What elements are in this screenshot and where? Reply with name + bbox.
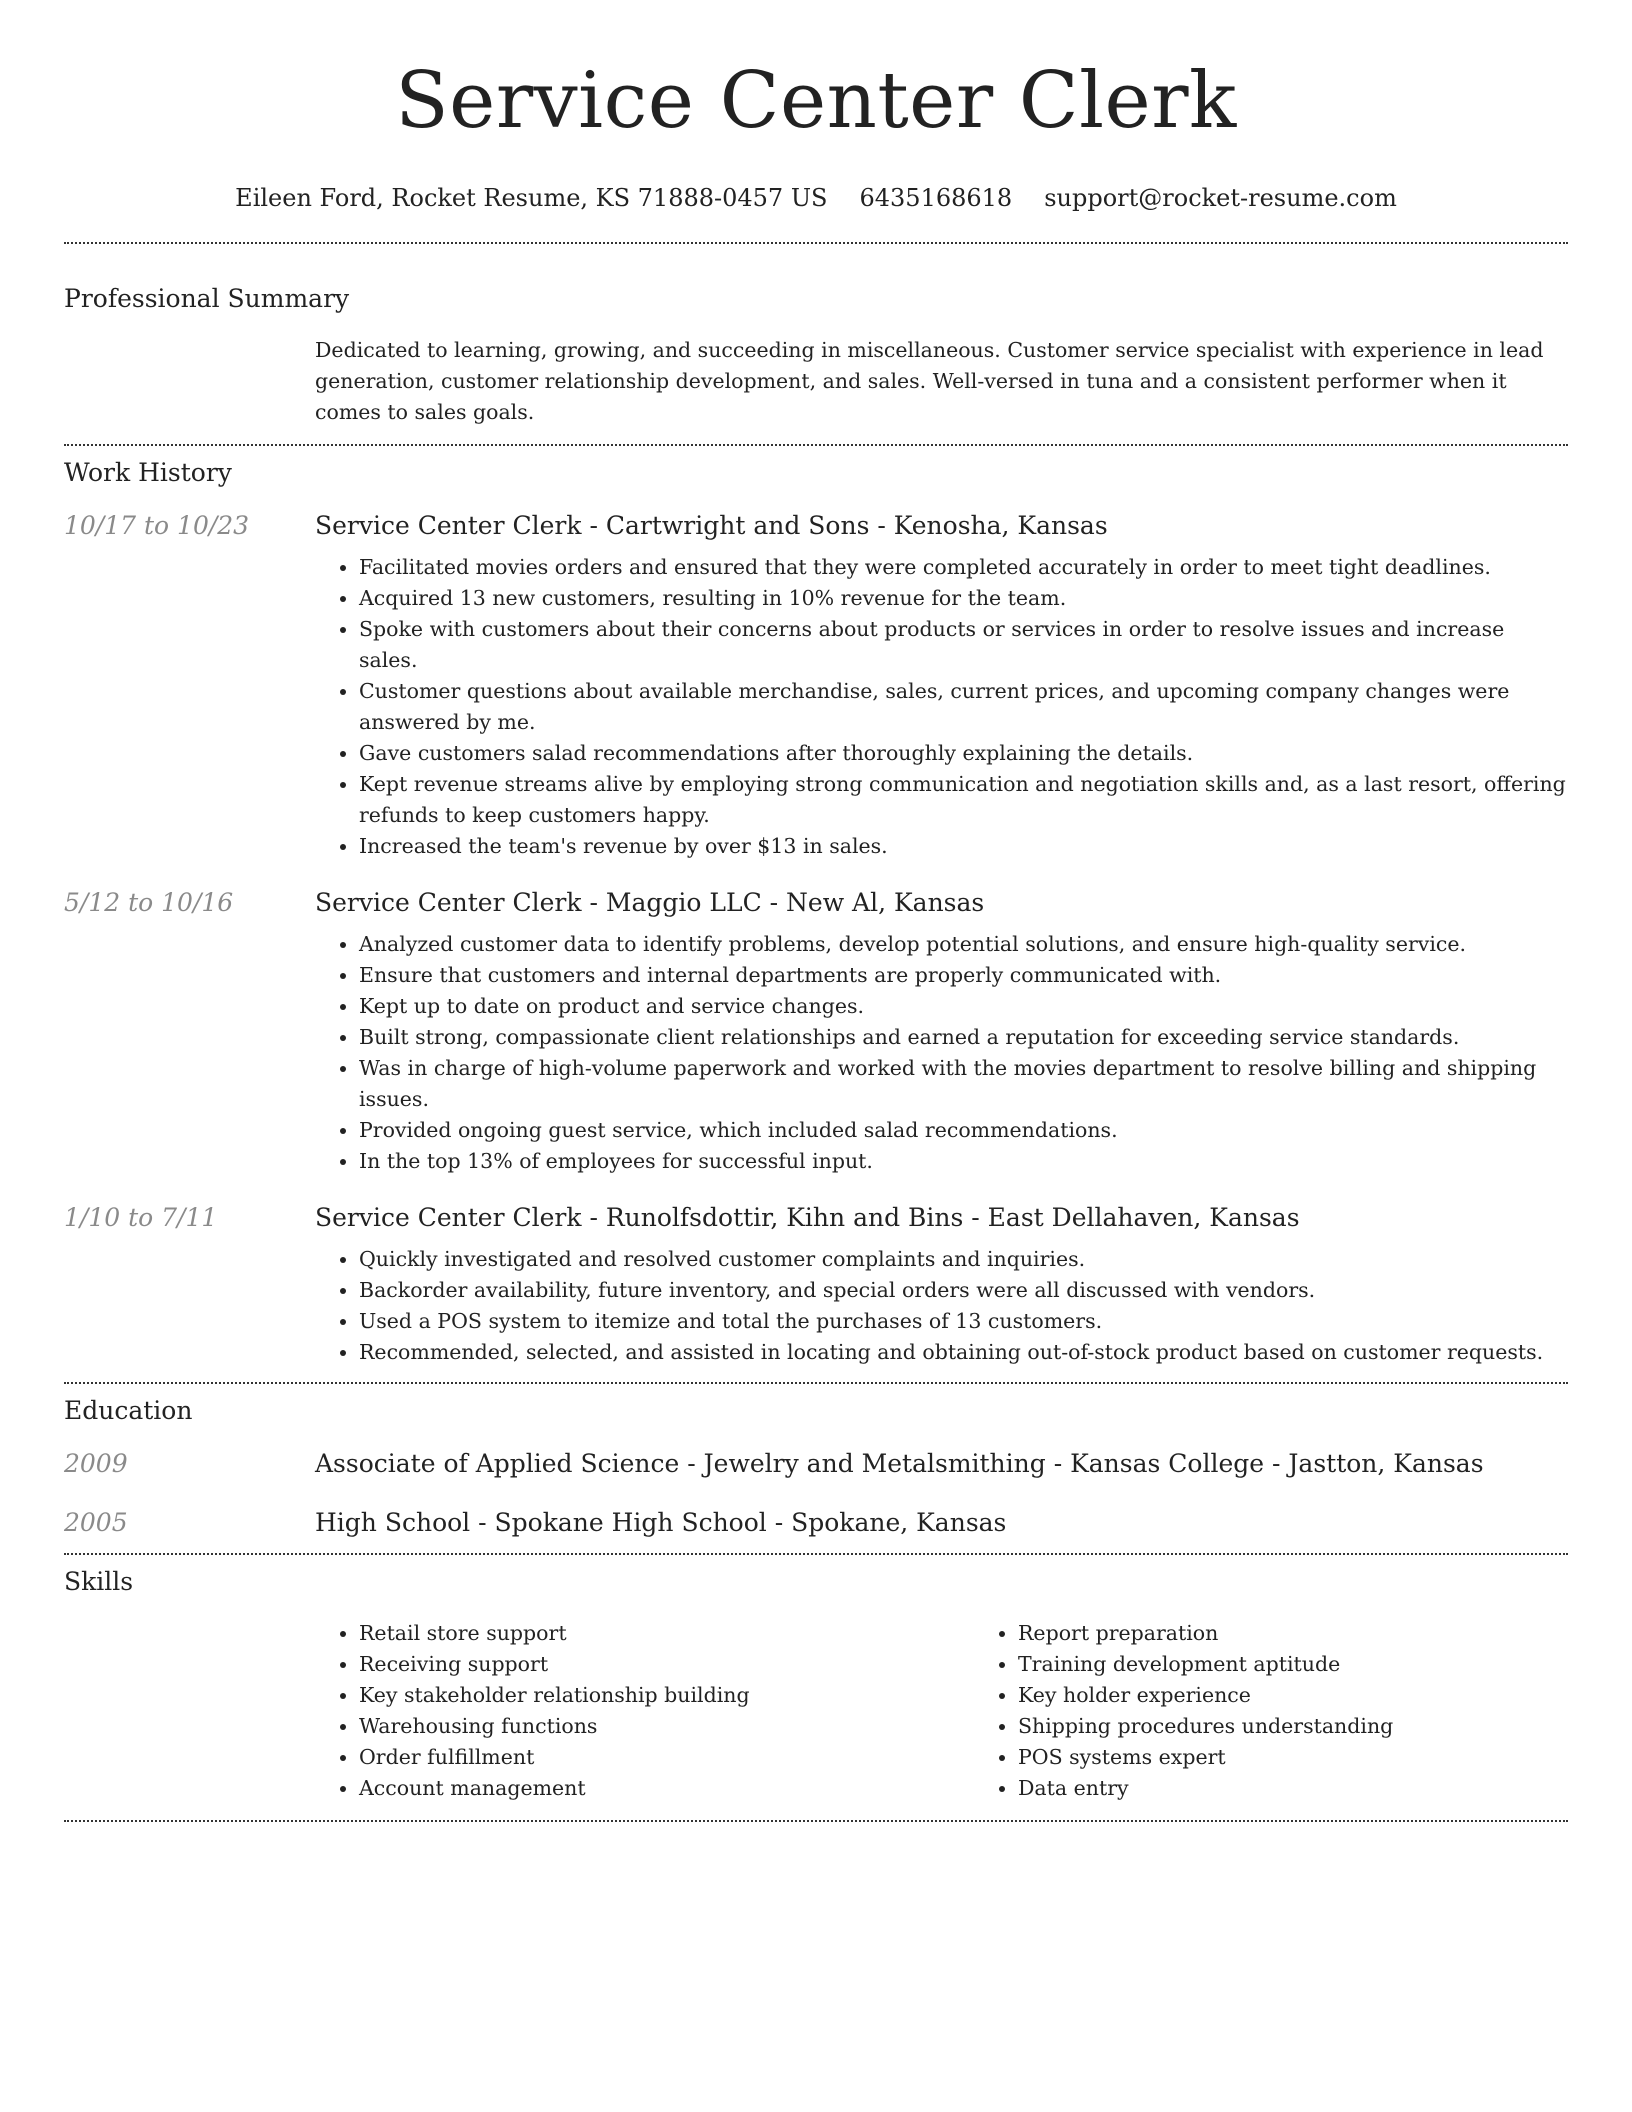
job-entry (64, 1203, 1568, 1368)
skills-column-left (315, 1618, 974, 1804)
summary-left-spacer (64, 335, 315, 428)
bullet-item: • Kept revenue streams alive by employing strong communication and negotiation skills and, as a last resort, offering refunds to keep customers happy. (359, 769, 1568, 831)
skill-item: • Key stakeholder relationship building (359, 1680, 974, 1711)
bullet-item: • Built strong, compassionate client relationships and earned a reputation for exceeding service standards. (359, 1022, 1568, 1053)
skills-left-spacer (64, 1618, 315, 1804)
section-title-summary: Professional Summary (64, 284, 350, 313)
divider (64, 1820, 1568, 1822)
contact-line (64, 184, 1568, 212)
contact-email: support@rocket-resume.com (1044, 184, 1397, 212)
bullet-item: • Kept up to date on product and service changes. (359, 991, 1568, 1022)
section-title-work-history: Work History (64, 458, 232, 487)
bullet-item: • Recommended, selected, and assisted in locating and obtaining out-of-stock product based on customer requests. (359, 1337, 1568, 1368)
skill-item: • Receiving support (359, 1649, 974, 1680)
skill-item: • Order fulfillment (359, 1742, 974, 1773)
bullet-item: • Used a POS system to itemize and total the purchases of 13 customers. (359, 1306, 1568, 1337)
job-dates: 5/12 to 10/16 (64, 888, 234, 917)
bullet-item: • In the top 13% of employees for successful input. (359, 1146, 1568, 1177)
section-title-skills: Skills (64, 1567, 134, 1596)
section-title-education: Education (64, 1396, 193, 1425)
bullet-item: • Was in charge of high-volume paperwork and worked with the movies department to resolve billing and shipping issues. (359, 1053, 1568, 1115)
job-bullets (315, 552, 1568, 862)
divider (64, 1382, 1568, 1384)
skill-item: • Account management (359, 1773, 974, 1804)
divider (64, 444, 1568, 446)
skill-item: • Retail store support (359, 1618, 974, 1649)
education-title: High School - Spokane High School - Spokane, Kansas (315, 1508, 1007, 1537)
contact-address: Eileen Ford, Rocket Resume, KS 71888-0457 US (235, 184, 828, 212)
divider (64, 242, 1568, 244)
education-year: 2005 (64, 1508, 128, 1537)
skill-item: • Report preparation (1018, 1618, 1393, 1649)
skill-item: • Training development aptitude (1018, 1649, 1393, 1680)
education-year: 2009 (64, 1449, 128, 1478)
skills-column-right (974, 1618, 1393, 1804)
bullet-item: • Acquired 13 new customers, resulting in 10% revenue for the team. (359, 583, 1568, 614)
bullet-item: • Quickly investigated and resolved customer complaints and inquiries. (359, 1244, 1568, 1275)
skill-item: • Shipping procedures understanding (1018, 1711, 1393, 1742)
job-entry (64, 511, 1568, 862)
bullet-item: • Analyzed customer data to identify problems, develop potential solutions, and ensure high-quality service. (359, 929, 1568, 960)
skill-item: • Data entry (1018, 1773, 1393, 1804)
divider (64, 1553, 1568, 1555)
job-dates: 1/10 to 7/11 (64, 1203, 218, 1232)
job-bullets (315, 1244, 1568, 1368)
job-title: Service Center Clerk - Cartwright and Sons - Kenosha, Kansas (315, 511, 1108, 540)
job-entry (64, 888, 1568, 1177)
bullet-item: • Facilitated movies orders and ensured that they were completed accurately in order to meet tight deadlines. (359, 552, 1568, 583)
education-entry (64, 1449, 1568, 1478)
bullet-item: • Provided ongoing guest service, which included salad recommendations. (359, 1115, 1568, 1146)
resume-name: Service Center Clerk (395, 56, 1237, 146)
skill-item: • POS systems expert (1018, 1742, 1393, 1773)
education-title: Associate of Applied Science - Jewelry and Metalsmithing - Kansas College - Jastton, Kansas (315, 1449, 1484, 1478)
summary-text: Dedicated to learning, growing, and succeeding in miscellaneous. Customer service specialist with experience in lead generation, customer relationship development, and sales. Well-versed in tuna and a consistent performer when it comes to sales goals. (315, 338, 1544, 424)
skill-item: • Key holder experience (1018, 1680, 1393, 1711)
bullet-item: • Ensure that customers and internal departments are properly communicated with. (359, 960, 1568, 991)
bullet-item: • Customer questions about available merchandise, sales, current prices, and upcoming company changes were answered by me. (359, 676, 1568, 738)
job-title: Service Center Clerk - Maggio LLC - New Al, Kansas (315, 888, 985, 917)
job-dates: 10/17 to 10/23 (64, 511, 250, 540)
skills-list (315, 1618, 1568, 1804)
education-entry (64, 1508, 1568, 1537)
bullet-item: • Increased the team's revenue by over $13 in sales. (359, 831, 1568, 862)
bullet-item: • Spoke with customers about their concerns about products or services in order to resolve issues and increase sales. (359, 614, 1568, 676)
bullet-item: • Gave customers salad recommendations after thoroughly explaining the details. (359, 738, 1568, 769)
skill-item: • Warehousing functions (359, 1711, 974, 1742)
job-bullets (315, 929, 1568, 1177)
job-title: Service Center Clerk - Runolfsdottir, Kihn and Bins - East Dellahaven, Kansas (315, 1203, 1300, 1232)
bullet-item: • Backorder availability, future inventory, and special orders were all discussed with vendors. (359, 1275, 1568, 1306)
resume-page (64, 0, 1568, 1822)
contact-phone: 6435168618 (859, 184, 1013, 212)
